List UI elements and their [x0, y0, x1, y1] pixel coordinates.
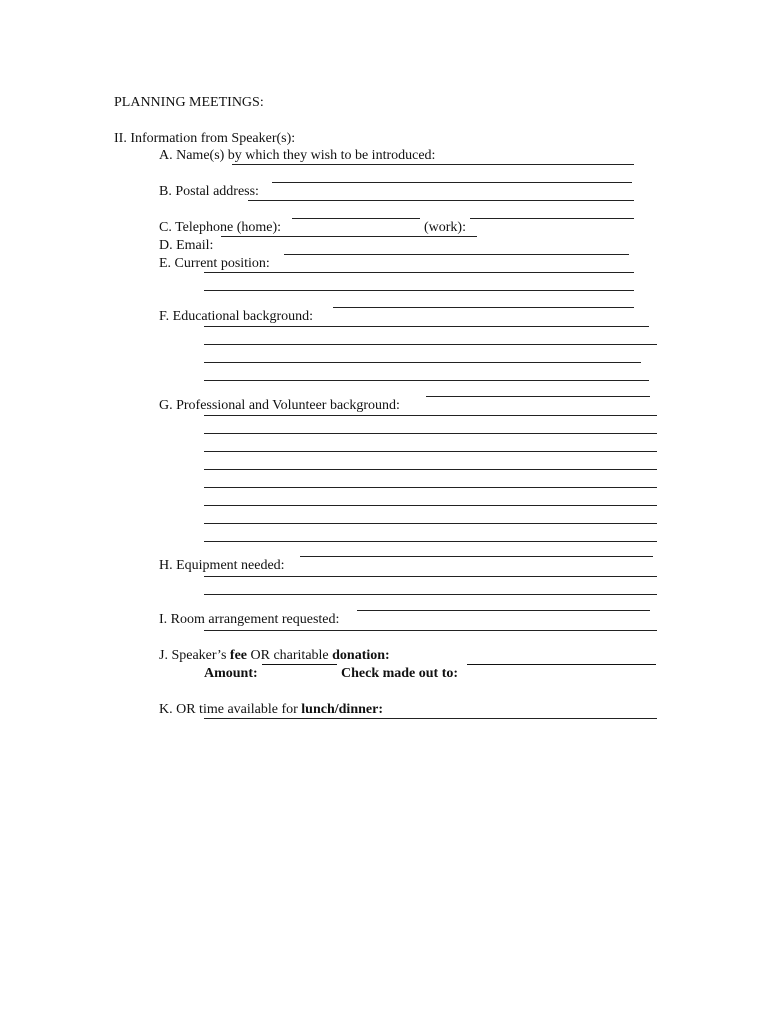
field-amount[interactable] — [262, 664, 337, 665]
label-name: A. Name(s) by which they wish to be introduced: — [159, 148, 436, 163]
field-professional-background-7[interactable] — [204, 505, 657, 506]
label-time-available-prefix: K. OR time available for — [159, 702, 302, 717]
field-professional-background-1[interactable] — [426, 396, 650, 397]
label-current-position: E. Current position: — [159, 256, 270, 271]
field-educational-background-5[interactable] — [204, 380, 649, 381]
label-speaker-fee-mid: OR charitable — [247, 648, 333, 663]
field-educational-background-1[interactable] — [333, 307, 634, 308]
field-name[interactable] — [232, 164, 634, 165]
label-time-available — [159, 702, 383, 718]
field-professional-background-5[interactable] — [204, 469, 657, 470]
field-room-arrangement-1[interactable] — [357, 610, 650, 611]
field-professional-background-4[interactable] — [204, 451, 657, 452]
field-professional-background-9[interactable] — [204, 541, 657, 542]
field-educational-background-3[interactable] — [204, 344, 657, 345]
field-postal-address-1[interactable] — [272, 182, 632, 183]
field-telephone-home[interactable] — [292, 218, 420, 219]
label-email: D. Email: — [159, 238, 214, 253]
label-check-made-out-to: Check made out to: — [341, 666, 459, 681]
field-postal-address-2[interactable] — [248, 200, 634, 201]
field-email[interactable] — [221, 236, 477, 237]
label-educational-background: F. Educational background: — [159, 309, 314, 324]
label-donation: donation: — [332, 648, 390, 663]
label-fee: fee — [229, 648, 247, 663]
field-equipment-needed-1[interactable] — [300, 556, 653, 557]
field-current-position-1[interactable] — [284, 254, 629, 255]
field-professional-background-3[interactable] — [204, 433, 657, 434]
field-time-available[interactable] — [204, 718, 657, 719]
field-educational-background-4[interactable] — [204, 362, 641, 363]
label-postal-address: B. Postal address: — [159, 184, 259, 199]
section-title: II. Information from Speaker(s): — [114, 131, 296, 146]
label-professional-background: G. Professional and Volunteer background: — [159, 398, 400, 413]
label-amount: Amount: — [204, 666, 258, 681]
field-check-made-out-to[interactable] — [467, 664, 656, 665]
label-equipment-needed: H. Equipment needed: — [159, 558, 285, 573]
field-educational-background-2[interactable] — [204, 326, 649, 327]
field-telephone-work[interactable] — [470, 218, 634, 219]
page-title: PLANNING MEETINGS: — [114, 95, 264, 110]
field-current-position-2[interactable] — [204, 272, 634, 273]
field-professional-background-2[interactable] — [204, 415, 657, 416]
label-room-arrangement: I. Room arrangement requested: — [159, 612, 340, 627]
field-room-arrangement-2[interactable] — [204, 630, 657, 631]
label-telephone-work: (work): — [424, 220, 466, 235]
field-equipment-needed-2[interactable] — [204, 576, 657, 577]
field-professional-background-8[interactable] — [204, 523, 657, 524]
field-professional-background-6[interactable] — [204, 487, 657, 488]
label-telephone-home: C. Telephone (home): — [159, 220, 282, 235]
field-current-position-3[interactable] — [204, 290, 634, 291]
field-equipment-needed-3[interactable] — [204, 594, 657, 595]
label-speaker-fee-prefix: J. Speaker’s — [159, 648, 230, 663]
label-lunch-dinner: lunch/dinner: — [301, 702, 383, 717]
label-speaker-fee — [159, 648, 390, 664]
